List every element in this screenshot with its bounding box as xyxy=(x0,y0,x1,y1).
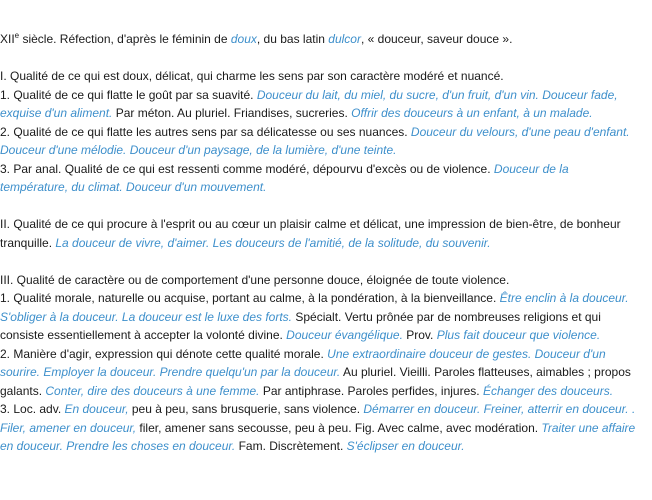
superscript: e xyxy=(14,31,20,40)
example-text: Douceur d'une mélodie. Douceur d'un paysage, de la lumière, d'une teinte. xyxy=(0,143,397,157)
definition-text: siècle. Réfection, d'après le féminin de xyxy=(19,32,231,46)
definition-text: 2. Manière d'agir, expression qui dénote cette qualité morale. xyxy=(0,346,328,361)
example-text: S'obliger à la douceur. La douceur est le luxe des forts. xyxy=(0,309,293,324)
text-line xyxy=(0,86,652,105)
definition-text: Au pluriel. Vieilli. Paroles flatteuses, aimables ; propos xyxy=(340,365,631,379)
example-text: température, du climat. Douceur d'un mouvement. xyxy=(0,180,267,194)
definition-text: peu à peu, sans brusquerie, sans violence. xyxy=(128,402,364,416)
text-line xyxy=(0,30,652,49)
definition-text: Par méton. Au pluriel. Friandises, sucreries. xyxy=(112,106,352,120)
definition-text: 1. Qualité morale, naturelle ou acquise, portant au calme, à la pondération, à la bienveillance. xyxy=(0,291,500,305)
definition-text: Spécialt. Vertu prônée par de nombreuses religions et qui xyxy=(292,309,601,324)
definition-text: tranquille. xyxy=(0,235,56,250)
example-text: Douceur du lait, du miel, du sucre, d'un fruit, d'un vin. Douceur fade, xyxy=(256,87,618,102)
definition-text: I. Qualité de ce qui est doux, délicat, qui charme les sens par son caractère modéré et nuancé. xyxy=(0,69,504,83)
example-text: Plus fait douceur que violence. xyxy=(436,328,601,342)
example-text: S'éclipser en douceur. xyxy=(346,439,465,453)
text-line xyxy=(0,104,652,123)
paragraph-gap xyxy=(0,49,652,68)
text-line xyxy=(0,141,652,160)
text-line xyxy=(0,271,652,290)
definition-text: Fam. Discrètement. xyxy=(235,439,347,453)
text-line xyxy=(0,400,652,419)
dictionary-entry xyxy=(0,30,652,456)
example-text: Douceur de la xyxy=(493,161,569,176)
example-text: Démarrer en douceur. Freiner, atterrir en douceur. . xyxy=(363,402,636,416)
example-text: Traiter une affaire xyxy=(541,420,636,435)
definition-text: , « douceur, saveur douce ». xyxy=(360,32,513,46)
definition-text: II. Qualité de ce qui procure à l'esprit ou au cœur un plaisir calme et délicat, une impression de bien-être, de bonheur xyxy=(0,217,621,231)
definition-text: consiste essentiellement à accepter la volonté divine. xyxy=(0,328,287,342)
text-line xyxy=(0,234,652,253)
definition-text: filer, amener sans secousse, peu à peu. Fig. Avec calme, avec modération. xyxy=(136,420,542,435)
definition-text: Prov. xyxy=(402,328,437,342)
example-text: En douceur, xyxy=(64,402,129,416)
example-text: La douceur de vivre, d'aimer. Les douceurs de l'amitié, de la solitude, du souvenir. xyxy=(55,235,491,250)
text-line xyxy=(0,382,652,401)
example-text: Échanger des douceurs. xyxy=(482,383,614,398)
text-line xyxy=(0,160,652,179)
text-line xyxy=(0,123,652,142)
example-text: Une extraordinaire douceur de gestes. Douceur d'un xyxy=(327,346,606,361)
example-text: Conter, dire des douceurs à une femme. xyxy=(45,383,260,398)
text-line xyxy=(0,437,652,456)
definition-text: , du bas latin xyxy=(256,32,329,46)
text-line xyxy=(0,326,652,345)
text-line xyxy=(0,289,652,308)
definition-text: 3. Loc. adv. xyxy=(0,402,65,416)
example-text: Filer, amener en douceur, xyxy=(0,420,137,435)
etymology-link[interactable]: doux xyxy=(230,32,257,46)
definition-text: 2. Qualité de ce qui flatte les autres sens par sa délicatesse ou ses nuances. xyxy=(0,124,411,139)
example-text: Douceur évangélique. xyxy=(286,328,403,342)
example-text: Être enclin à la douceur. xyxy=(499,291,629,305)
definition-text: galants. xyxy=(0,383,46,398)
text-line xyxy=(0,178,652,197)
paragraph-gap xyxy=(0,197,652,216)
definition-text: XII xyxy=(0,32,15,46)
text-line xyxy=(0,308,652,327)
example-text: Douceur du velours, d'une peau d'enfant. xyxy=(410,124,630,139)
text-line xyxy=(0,345,652,364)
paragraph-gap xyxy=(0,252,652,271)
example-text: en douceur. Prendre les choses en douceur. xyxy=(0,439,236,453)
example-text: Offrir des douceurs à un enfant, à un malade. xyxy=(351,106,593,120)
definition-text: 3. Par anal. Qualité de ce qui est ressenti comme modéré, dépourvu d'excès ou de violence. xyxy=(0,161,494,176)
definition-text: 1. Qualité de ce qui flatte le goût par sa suavité. xyxy=(0,87,257,102)
example-text: exquise d'un aliment. xyxy=(0,106,113,120)
text-line xyxy=(0,215,652,234)
text-line xyxy=(0,363,652,382)
definition-text: III. Qualité de caractère ou de comportement d'une personne douce, éloignée de toute violence. xyxy=(0,272,510,287)
definition-text: Par antiphrase. Paroles perfides, injures. xyxy=(259,383,483,398)
etymology-link[interactable]: dulcor xyxy=(328,32,361,46)
text-line xyxy=(0,67,652,86)
example-text: sourire. Employer la douceur. Prendre quelqu'un par la douceur. xyxy=(0,365,341,379)
text-line xyxy=(0,419,652,438)
